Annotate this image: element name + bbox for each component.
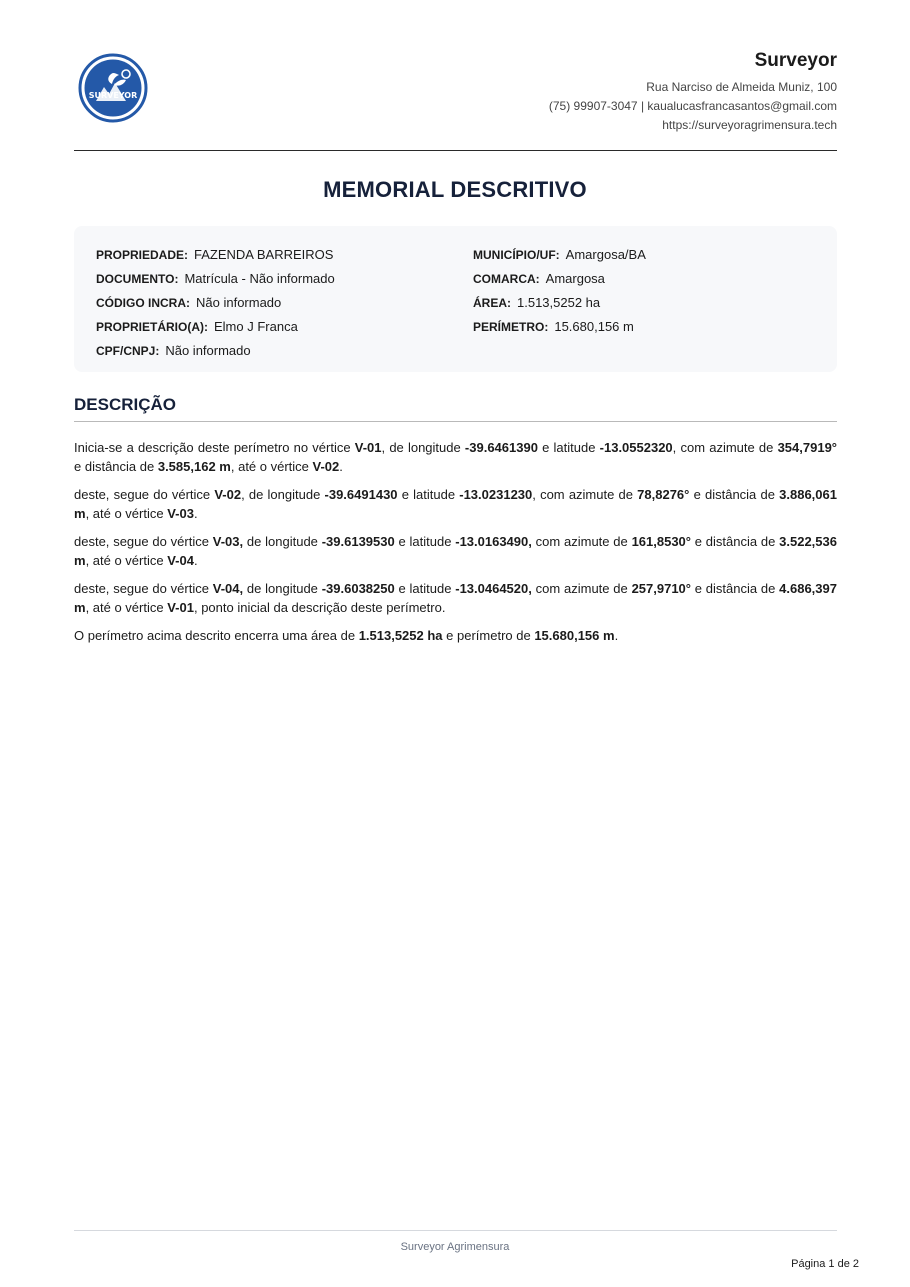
page-number: Página 1 de 2 [791, 1258, 859, 1270]
info-row-area [473, 291, 646, 315]
document-title: MEMORIAL DESCRITIVO [323, 177, 587, 202]
info-value: Não informado [165, 343, 251, 358]
header-divider [74, 150, 837, 151]
info-value: Matrícula - Não informado [184, 271, 335, 286]
info-label: CÓDIGO INCRA: [96, 296, 190, 310]
info-column-left [96, 243, 335, 363]
info-column-right [473, 243, 646, 339]
info-row-municipio [473, 243, 646, 267]
info-label: MUNICÍPIO/UF: [473, 248, 560, 262]
description-paragraph: Inicia-se a descrição deste perímetro no vértice V-01, de longitude -39.6461390 e latitude -13.0552320, com azimute de 354,7919° e distância de 3.585,162 m, até o vértice V-02. [74, 440, 837, 474]
company-website: https://surveyoragrimensura.tech [662, 118, 837, 132]
svg-text:SURVEYOR: SURVEYOR [88, 91, 138, 100]
section-divider [74, 421, 837, 422]
company-logo [78, 53, 148, 123]
info-row-cpf-cnpj [96, 339, 335, 363]
company-address: Rua Narciso de Almeida Muniz, 100 [646, 80, 837, 94]
info-value: Amargosa [545, 271, 605, 286]
info-label: PROPRIETÁRIO(A): [96, 320, 208, 334]
info-label: CPF/CNPJ: [96, 344, 160, 358]
info-label: COMARCA: [473, 272, 540, 286]
footer-company: Surveyor Agrimensura [400, 1241, 510, 1253]
info-value: Amargosa/BA [565, 247, 646, 262]
info-row-propriedade [96, 243, 335, 267]
info-row-proprietario [96, 315, 335, 339]
description-summary: O perímetro acima descrito encerra uma área de 1.513,5252 ha e perímetro de 15.680,156 m. [74, 628, 619, 643]
info-row-perimetro [473, 315, 646, 339]
description-body [74, 438, 837, 654]
info-value: FAZENDA BARREIROS [194, 247, 334, 262]
info-label: DOCUMENTO: [96, 272, 179, 286]
section-title-descricao: DESCRIÇÃO [74, 395, 177, 414]
description-paragraph: deste, segue do vértice V-02, de longitude -39.6491430 e latitude -13.0231230, com azimute de 78,8276° e distância de 3.886,061 m, até o vértice V-03. [74, 487, 837, 521]
info-value: Elmo J Franca [214, 319, 298, 334]
surveyor-logo-icon [78, 53, 148, 123]
company-contact: (75) 99907-3047 | kaualucasfrancasantos@gmail.com [548, 99, 837, 113]
info-label: ÁREA: [473, 296, 511, 310]
description-paragraph: deste, segue do vértice V-04, de longitude -39.6038250 e latitude -13.0464520, com azimute de 257,9710° e distância de 4.686,397 m, até o vértice V-01, ponto inicial da descrição deste perímetro. [74, 581, 837, 615]
company-header [549, 50, 837, 135]
company-name: Surveyor [754, 50, 837, 71]
info-row-codigo-incra [96, 291, 335, 315]
info-label: PERÍMETRO: [473, 320, 549, 334]
info-label: PROPRIEDADE: [96, 248, 189, 262]
info-value: Não informado [196, 295, 282, 310]
info-value: 15.680,156 m [554, 319, 634, 334]
info-row-comarca [473, 267, 646, 291]
property-info-box [74, 226, 837, 372]
info-value: 1.513,5252 ha [517, 295, 601, 310]
info-row-documento [96, 267, 335, 291]
footer-divider [74, 1230, 837, 1231]
description-paragraph: deste, segue do vértice V-03, de longitude -39.6139530 e latitude -13.0163490, com azimute de 161,8530° e distância de 3.522,536 m, até o vértice V-04. [74, 534, 837, 568]
